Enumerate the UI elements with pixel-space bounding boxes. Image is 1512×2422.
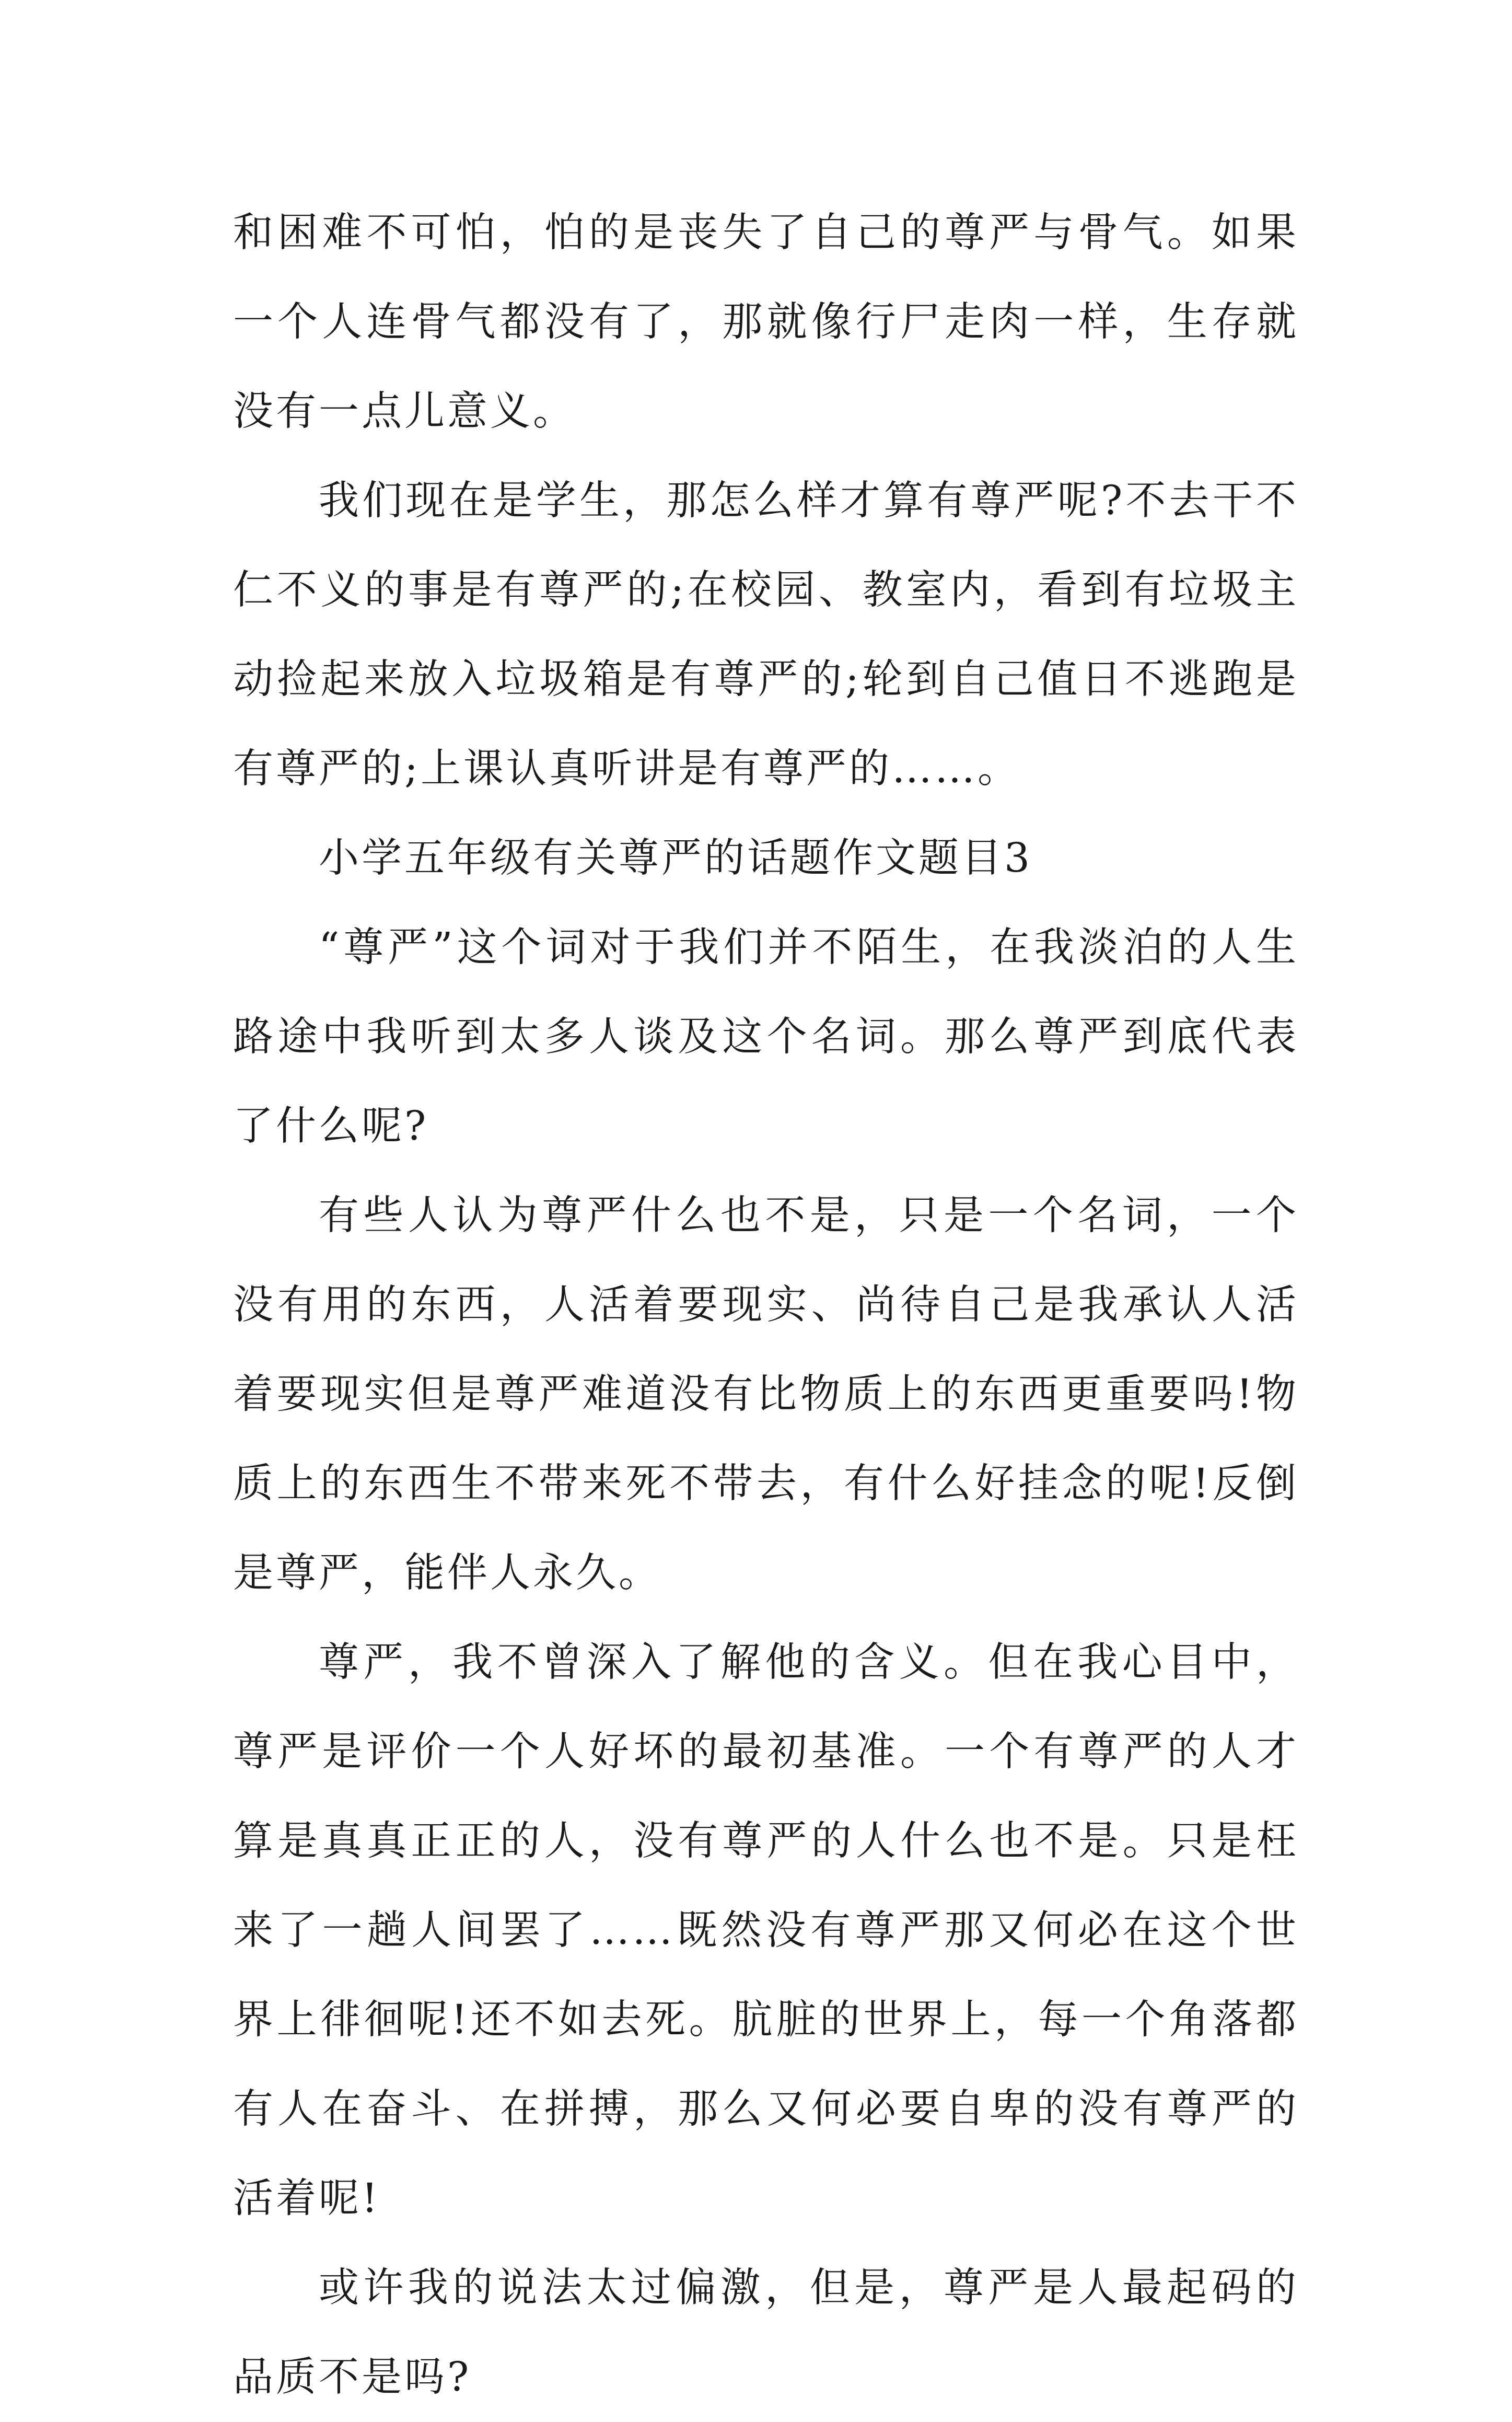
- paragraph: 或许我的说法太过偏激，但是，尊严是人最起码的品质不是吗?: [233, 2265, 1299, 2401]
- paragraph: 我们现在是学生，那怎么样才算有尊严呢?不去干不仁不义的事是有尊严的;在校园、教室内，看到有垃圾主动捡起来放入垃圾箱是有尊严的;轮到自己值日不逃跑是有尊严的;上课认真听讲是有尊严的……。: [233, 478, 1299, 792]
- paragraph-continuation: 和困难不可怕，怕的是丧失了自己的尊严与骨气。如果一个人连骨气都没有了，那就像行尸走肉一样，生存就没有一点儿意义。: [233, 210, 1299, 435]
- paragraph: “尊严”这个词对于我们并不陌生，在我淡泊的人生路途中我听到太多人谈及这个名词。那么尊严到底代表了什么呢?: [233, 924, 1299, 1150]
- paragraph: 尊严，我不曾深入了解他的含义。但在我心目中，尊严是评价一个人好坏的最初基准。一个有尊严的人才算是真真正正的人，没有尊严的人什么也不是。只是枉来了一趟人间罢了……既然没有尊严那又何必在这个世界上徘徊呢!还不如去死。肮脏的世界上，每一个角落都有人在奋斗、在拼搏，那么又何必要自卑的没有尊严的活着呢!: [233, 1639, 1299, 2222]
- essay-title: 小学五年级有关尊严的话题作文题目3: [319, 835, 1032, 882]
- paragraph: 有些人认为尊严什么也不是，只是一个名词，一个没有用的东西，人活着要现实、尚待自己是我承认人活着要现实但是尊严难道没有比物质上的东西更重要吗!物质上的东西生不带来死不带去，有什么好挂念的呢!反倒是尊严，能伴人永久。: [233, 1192, 1299, 1596]
- document-body: [233, 188, 1299, 2422]
